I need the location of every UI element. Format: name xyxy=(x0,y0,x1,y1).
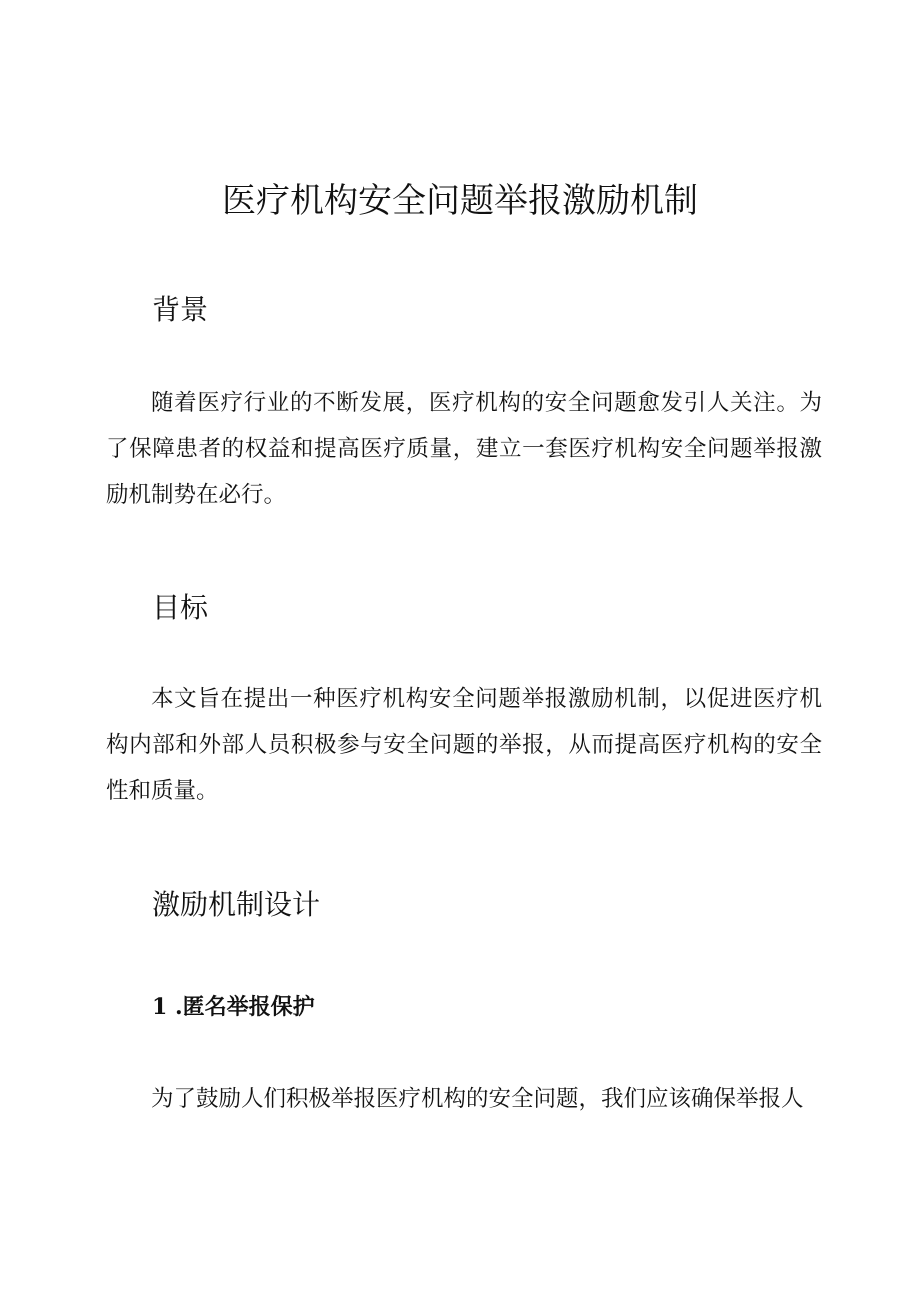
document-title: 医疗机构安全问题举报激励机制 xyxy=(222,181,698,221)
goal-paragraph: 本文旨在提出一种医疗机构安全问题举报激励机制，以促进医疗机构内部和外部人员积极参与安全问题的举报，从而提高医疗机构的安全性和质量。 xyxy=(106,686,822,804)
section-heading-goal: 目标 xyxy=(152,591,209,624)
anonymous-protection-paragraph: 为了鼓励人们积极举报医疗机构的安全问题，我们应该确保举报人 xyxy=(151,1086,804,1112)
section-heading-design: 激励机制设计 xyxy=(152,888,321,921)
section-heading-background: 背景 xyxy=(152,293,209,326)
subsection-heading-anonymous-protection: 1 .匿名举报保护 xyxy=(152,994,315,1020)
background-paragraph: 随着医疗行业的不断发展，医疗机构的安全问题愈发引人关注。为了保障患者的权益和提高医疗质量，建立一套医疗机构安全问题举报激励机制势在必行。 xyxy=(106,390,822,508)
